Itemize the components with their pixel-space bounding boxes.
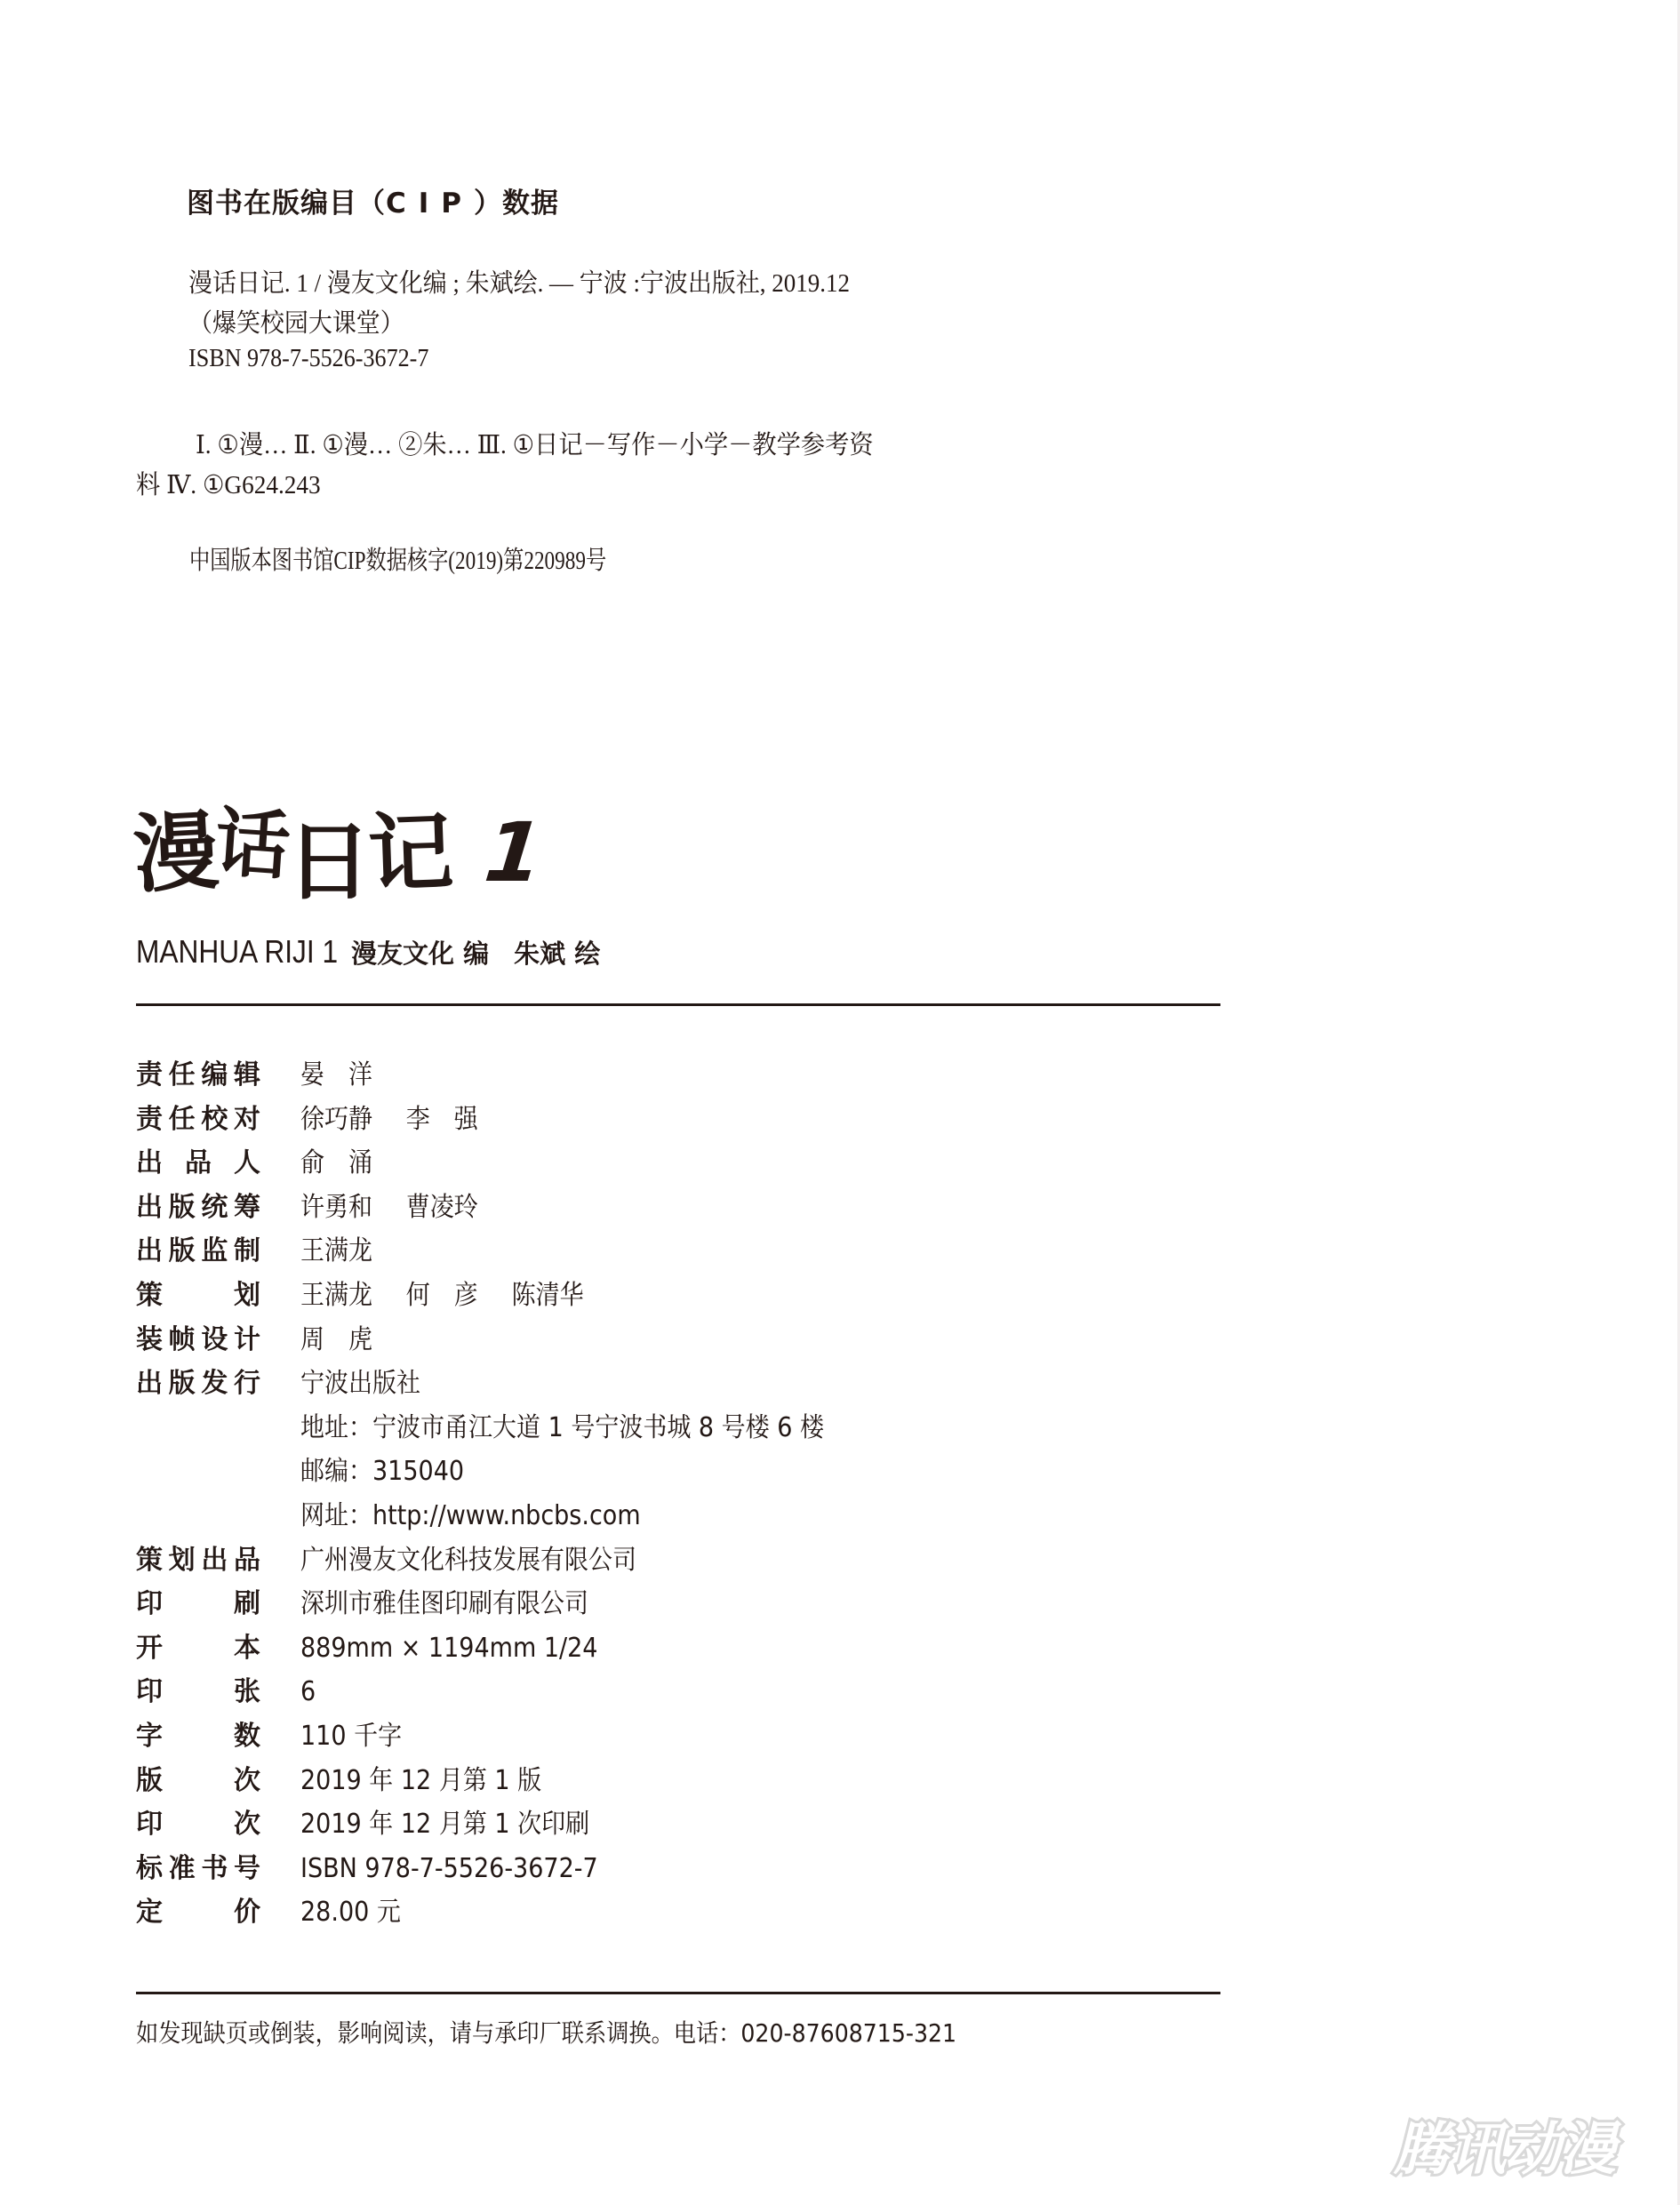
credit-label-char: 印 bbox=[136, 1676, 163, 1708]
cip-series-line: （爆笑校园大课堂） bbox=[188, 309, 404, 338]
credit-label bbox=[136, 1234, 260, 1268]
volume-number: 1 bbox=[480, 805, 548, 900]
credit-label-char: 行 bbox=[233, 1368, 260, 1400]
credit-row bbox=[136, 1632, 1203, 1676]
credit-label-char: 品 bbox=[185, 1147, 212, 1179]
credit-label-char: 版 bbox=[168, 1368, 196, 1400]
credit-row bbox=[136, 1499, 1203, 1544]
credit-value-item: 网址：http://www.nbcbs.com bbox=[300, 1499, 641, 1531]
credit-value bbox=[300, 1234, 406, 1268]
credit-label-char: 装 bbox=[136, 1323, 163, 1355]
credit-label-char: 策 bbox=[136, 1544, 163, 1576]
credit-label bbox=[136, 1323, 260, 1357]
illustrator-credit: 朱斌 绘 bbox=[514, 939, 601, 969]
credit-label-char: 字 bbox=[136, 1720, 163, 1752]
cip-heading-latin: CIP bbox=[386, 188, 475, 220]
credit-label-char: 次 bbox=[234, 1809, 260, 1841]
credit-label-char: 版 bbox=[168, 1191, 196, 1223]
credit-label-char: 品 bbox=[233, 1544, 260, 1576]
credit-label-char: 任 bbox=[168, 1103, 196, 1135]
credit-row bbox=[136, 1323, 1203, 1368]
credit-label-char: 开 bbox=[136, 1632, 163, 1664]
credit-row bbox=[136, 1544, 1203, 1588]
author-credits bbox=[351, 934, 600, 971]
credit-value-item: 徐巧静 bbox=[300, 1103, 372, 1135]
credit-label-char: 刷 bbox=[234, 1588, 260, 1620]
credit-value-item: 28.00 元 bbox=[300, 1897, 401, 1929]
credit-row bbox=[136, 1059, 1203, 1103]
credit-value-item: 2019 年 12 月第 1 版 bbox=[300, 1764, 542, 1796]
cip-heading-prefix: 图书在版编目（ bbox=[187, 188, 386, 220]
credit-row bbox=[136, 1720, 1203, 1764]
credit-label bbox=[136, 1896, 260, 1929]
credit-value-item: 深圳市雅佳图印刷有限公司 bbox=[300, 1588, 588, 1620]
credit-label-char: 出 bbox=[136, 1235, 163, 1267]
credit-label-char: 出 bbox=[136, 1147, 163, 1179]
credit-value-item: 曹凌玲 bbox=[405, 1191, 478, 1223]
credit-row bbox=[136, 1896, 1203, 1940]
credit-row bbox=[136, 1191, 1203, 1235]
credit-value bbox=[300, 1323, 406, 1357]
credit-label-char: 价 bbox=[234, 1897, 260, 1929]
credit-value-item: 110 千字 bbox=[300, 1720, 403, 1752]
credit-value bbox=[300, 1455, 498, 1489]
credit-label-char: 出 bbox=[201, 1544, 228, 1576]
credit-value bbox=[300, 1852, 632, 1886]
credit-value bbox=[300, 1544, 670, 1578]
cip-heading bbox=[187, 180, 559, 220]
credit-value bbox=[300, 1764, 575, 1798]
credit-value bbox=[300, 1499, 674, 1533]
credit-label-char: 号 bbox=[233, 1852, 260, 1884]
credit-value-item: 俞 涌 bbox=[300, 1147, 372, 1179]
cip-classification-line-1: Ⅰ. ①漫… Ⅱ. ①漫… ②朱… Ⅲ. ①日记－写作－小学－教学参考资 bbox=[196, 431, 874, 459]
credit-value-item: 李 强 bbox=[405, 1103, 478, 1135]
credit-value bbox=[300, 1191, 512, 1225]
credit-value-item: 晏 洋 bbox=[300, 1059, 372, 1091]
credit-label bbox=[136, 1059, 260, 1092]
credit-label bbox=[136, 1279, 260, 1313]
credit-value-item: 王满龙 bbox=[300, 1235, 372, 1267]
credit-value bbox=[300, 1808, 623, 1841]
credit-row bbox=[136, 1279, 1203, 1323]
credit-value-item: 889mm × 1194mm 1/24 bbox=[300, 1632, 598, 1664]
title-subline bbox=[136, 933, 600, 972]
editor-credit: 漫友文化 编 bbox=[351, 939, 490, 969]
credit-row bbox=[136, 1411, 1203, 1456]
divider-top bbox=[136, 1003, 1220, 1006]
credit-label-char: 出 bbox=[136, 1368, 163, 1400]
credit-label-char: 人 bbox=[234, 1147, 260, 1179]
footer-notice: 如发现缺页或倒装，影响阅读，请与承印厂联系调换。电话：020-87608715-321 bbox=[136, 2018, 957, 2048]
credit-label-char: 出 bbox=[136, 1191, 163, 1223]
credit-value-item: 周 虎 bbox=[300, 1323, 372, 1355]
cip-bibliographic-line: 漫话日记. 1 / 漫友文化编 ; 朱斌绘. — 宁波 :宁波出版社, 2019.12 bbox=[188, 269, 850, 298]
credit-label bbox=[136, 1544, 260, 1578]
credit-label-char: 制 bbox=[233, 1235, 260, 1267]
credit-label-char: 策 bbox=[136, 1279, 163, 1311]
credit-label bbox=[136, 1675, 260, 1709]
credit-label-char: 对 bbox=[233, 1103, 260, 1135]
title-char: 漫 bbox=[131, 801, 218, 906]
credit-label-char: 版 bbox=[168, 1235, 196, 1267]
credit-label-char: 筹 bbox=[233, 1191, 260, 1223]
credit-label bbox=[136, 1587, 260, 1621]
credit-row bbox=[136, 1234, 1203, 1279]
credit-label bbox=[136, 1764, 260, 1798]
credit-value-item: 邮编：315040 bbox=[300, 1456, 465, 1488]
credit-label-char: 计 bbox=[233, 1323, 260, 1355]
credit-value bbox=[300, 1146, 406, 1180]
credit-label bbox=[136, 1852, 260, 1886]
cip-heading-suffix: ）数据 bbox=[474, 188, 560, 220]
credit-label-char: 责 bbox=[136, 1059, 163, 1091]
credit-label-char: 划 bbox=[234, 1279, 260, 1311]
credit-value bbox=[300, 1632, 631, 1666]
credit-value-item: 何 彦 bbox=[405, 1279, 478, 1311]
credit-value-item: 陈清华 bbox=[511, 1279, 584, 1311]
credit-value bbox=[300, 1896, 435, 1929]
credit-row bbox=[136, 1675, 1203, 1720]
credit-label-char: 辑 bbox=[233, 1059, 260, 1091]
credit-label-char: 监 bbox=[201, 1235, 228, 1267]
cip-isbn-line: ISBN 978-7-5526-3672-7 bbox=[188, 344, 429, 372]
credit-label-char: 本 bbox=[234, 1632, 260, 1664]
credit-label-char: 划 bbox=[168, 1544, 196, 1576]
credit-label-char: 任 bbox=[168, 1059, 196, 1091]
credit-value-item: 2019 年 12 月第 1 次印刷 bbox=[300, 1809, 590, 1841]
credit-row bbox=[136, 1455, 1203, 1499]
credit-value bbox=[300, 1411, 858, 1445]
credit-label bbox=[136, 1191, 260, 1225]
pinyin-title: MANHUA RIJI 1 bbox=[136, 933, 339, 970]
credit-label-char: 设 bbox=[201, 1323, 228, 1355]
credit-value bbox=[300, 1587, 622, 1621]
credit-label bbox=[136, 1808, 260, 1841]
credit-value bbox=[300, 1720, 436, 1754]
credit-label-char: 版 bbox=[136, 1764, 163, 1796]
credit-label bbox=[136, 1720, 260, 1754]
credit-value-item: 广州漫友文化科技发展有限公司 bbox=[300, 1544, 636, 1576]
tencent-comics-watermark: 腾讯动漫 bbox=[1394, 2117, 1614, 2183]
credit-label bbox=[136, 1632, 260, 1666]
credit-label bbox=[136, 1367, 260, 1401]
credit-value-item: ISBN 978-7-5526-3672-7 bbox=[300, 1852, 598, 1884]
credit-value bbox=[300, 1279, 617, 1313]
credit-value-item: 王满龙 bbox=[300, 1279, 372, 1311]
credit-label-char: 标 bbox=[136, 1852, 163, 1884]
credit-label bbox=[136, 1103, 260, 1137]
credit-value bbox=[300, 1675, 349, 1709]
credit-label-char: 统 bbox=[201, 1191, 228, 1223]
credit-label bbox=[136, 1146, 260, 1180]
credit-label-char: 校 bbox=[201, 1103, 228, 1135]
credit-row bbox=[136, 1367, 1203, 1411]
credit-row bbox=[136, 1587, 1203, 1632]
credit-row bbox=[136, 1103, 1203, 1147]
cip-verification-number: 中国版本图书馆CIP数据核字(2019)第220989号 bbox=[189, 547, 607, 575]
title-char: 记 bbox=[366, 802, 452, 905]
credit-label-char: 次 bbox=[234, 1764, 260, 1796]
credit-row bbox=[136, 1146, 1203, 1191]
credit-value bbox=[300, 1103, 512, 1137]
credit-label-char: 发 bbox=[201, 1368, 228, 1400]
credit-value bbox=[300, 1367, 454, 1401]
divider-bottom bbox=[136, 1992, 1220, 1994]
credits-table bbox=[136, 1059, 1203, 1940]
credit-row bbox=[136, 1808, 1203, 1852]
credit-value-item: 许勇和 bbox=[300, 1191, 372, 1223]
credit-label-char: 印 bbox=[136, 1588, 163, 1620]
credit-label-char: 编 bbox=[201, 1059, 228, 1091]
credit-row bbox=[136, 1764, 1203, 1809]
credit-value bbox=[300, 1059, 406, 1092]
title-char: 日 bbox=[286, 812, 369, 912]
cip-classification-line-2: 料 Ⅳ. ①G624.243 bbox=[136, 471, 321, 499]
credit-label-char: 定 bbox=[136, 1897, 163, 1929]
credit-label-char: 数 bbox=[234, 1720, 260, 1752]
credit-value-item: 6 bbox=[300, 1676, 316, 1708]
credit-label-char: 责 bbox=[136, 1103, 163, 1135]
credit-value-item: 地址：宁波市甬江大道 1 号宁波书城 8 号楼 6 楼 bbox=[300, 1411, 825, 1443]
credit-label-char: 张 bbox=[234, 1676, 260, 1708]
credit-value-item: 宁波出版社 bbox=[300, 1368, 420, 1400]
book-title-logo bbox=[131, 798, 548, 915]
credit-label-char: 印 bbox=[136, 1809, 163, 1841]
credit-label-char: 帧 bbox=[168, 1323, 196, 1355]
title-char: 话 bbox=[212, 798, 290, 891]
credit-label-char: 准 bbox=[168, 1852, 196, 1884]
credit-row bbox=[136, 1852, 1203, 1897]
credit-label-char: 书 bbox=[201, 1852, 228, 1884]
